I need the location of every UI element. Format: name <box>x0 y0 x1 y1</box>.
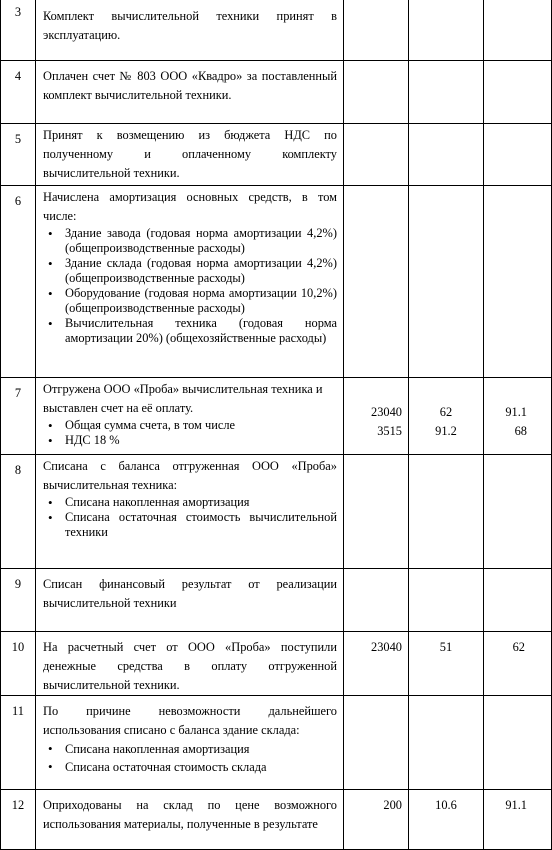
operation-text: Списан финансовый результат от реализации вычислительной техники <box>36 569 344 632</box>
list-item: • Списана остаточная стоимость склада <box>65 758 337 776</box>
row-number: 12 <box>1 790 36 850</box>
debit-cell: 51 <box>409 632 484 696</box>
operation-cell <box>36 455 344 569</box>
list-item: • Здание склада (годовая норма амортизации 4,2%) (общепроизводственные расходы) <box>65 256 337 286</box>
row-number: 8 <box>1 455 36 569</box>
table-row <box>1 61 552 124</box>
operation-text: По причине невозможности дальнейшего использования списано с баланса здание склада: <box>43 704 337 737</box>
credit-cell: 91.1 <box>484 790 552 850</box>
row-number: 11 <box>1 696 36 790</box>
amount-value: 3515 <box>377 424 402 438</box>
item-list <box>43 418 337 448</box>
operation-text: Отгружена ООО «Проба» вычислительная техника и <box>43 382 323 396</box>
amount-cell <box>344 124 409 186</box>
list-item: • Общая сумма счета, в том числе <box>65 418 337 433</box>
amount-cell <box>344 186 409 378</box>
credit-cell <box>484 696 552 790</box>
table-row <box>1 378 552 455</box>
list-item: • Оборудование (годовая норма амортизации 10,2%) (общепроизводственные расходы) <box>65 286 337 316</box>
debit-account: 91.2 <box>435 424 457 438</box>
amount-cell: 200 <box>344 790 409 850</box>
operation-text: Списана с баланса отгруженная ООО «Проба» вычислительная техника: <box>43 459 337 492</box>
debit-cell <box>409 696 484 790</box>
list-item: • Вычислительная техника (годовая норма амортизации 20%) (общехозяйственные расходы) <box>65 316 337 346</box>
item-list <box>43 495 337 540</box>
operation-text: Оплачен счет № 803 ООО «Квадро» за поставленный комплект вычислительной техники. <box>36 61 344 124</box>
debit-cell <box>409 61 484 124</box>
table-row <box>1 696 552 790</box>
credit-cell: 62 <box>484 632 552 696</box>
list-item: • Списана накопленная амортизация <box>65 495 337 510</box>
operation-text: Комплект вычислительной техники принят в эксплуатацию. <box>36 0 344 61</box>
debit-account: 62 <box>439 405 453 419</box>
credit-cell <box>484 455 552 569</box>
credit-cell <box>484 61 552 124</box>
credit-cell <box>484 569 552 632</box>
row-number: 7 <box>1 378 36 455</box>
credit-cell <box>484 378 552 455</box>
amount-cell <box>344 569 409 632</box>
amount-cell <box>344 0 409 61</box>
amount-cell <box>344 61 409 124</box>
debit-cell <box>409 455 484 569</box>
debit-cell <box>409 378 484 455</box>
debit-cell <box>409 124 484 186</box>
debit-cell: 10.6 <box>409 790 484 850</box>
row-number: 6 <box>1 186 36 378</box>
amount-value: 23040 <box>371 405 402 419</box>
table-row <box>1 632 552 696</box>
amount-cell <box>344 455 409 569</box>
item-list <box>43 226 337 346</box>
list-item: • Списана накопленная амортизация <box>65 740 337 758</box>
list-item: • Списана остаточная стоимость вычислительной техники <box>65 510 337 540</box>
operation-text: На расчетный счет от ООО «Проба» поступили денежные средства в оплату отгруженной вычислительной техники. <box>36 632 344 696</box>
table-row <box>1 124 552 186</box>
table-row <box>1 0 552 61</box>
debit-cell <box>409 186 484 378</box>
table-row <box>1 455 552 569</box>
amount-cell <box>344 378 409 455</box>
operation-text: Оприходованы на склад по цене возможного использования материалы, полученные в результате <box>36 790 344 850</box>
credit-account: 68 <box>514 424 527 438</box>
debit-cell <box>409 569 484 632</box>
item-list <box>43 740 337 776</box>
amount-cell: 23040 <box>344 632 409 696</box>
credit-account: 91.1 <box>505 405 527 419</box>
credit-cell <box>484 0 552 61</box>
row-number: 9 <box>1 569 36 632</box>
table-row <box>1 790 552 850</box>
operation-text: Начислена амортизация основных средств, в том числе: <box>43 190 337 223</box>
row-number: 3 <box>1 0 36 61</box>
operation-text: выставлен счет на её оплату. <box>43 401 194 415</box>
credit-cell <box>484 124 552 186</box>
credit-cell <box>484 186 552 378</box>
operation-cell <box>36 186 344 378</box>
operation-cell <box>36 378 344 455</box>
list-item: • Здание завода (годовая норма амортизации 4,2%) (общепроизводственные расходы) <box>65 226 337 256</box>
list-item: • НДС 18 % <box>65 433 337 448</box>
row-number: 4 <box>1 61 36 124</box>
debit-cell <box>409 0 484 61</box>
table-row <box>1 186 552 378</box>
row-number: 10 <box>1 632 36 696</box>
row-number: 5 <box>1 124 36 186</box>
amount-cell <box>344 696 409 790</box>
operation-cell <box>36 696 344 790</box>
table-row <box>1 569 552 632</box>
operation-text: Принят к возмещению из бюджета НДС по полученному и оплаченному комплекту вычислительной техники. <box>36 124 344 186</box>
